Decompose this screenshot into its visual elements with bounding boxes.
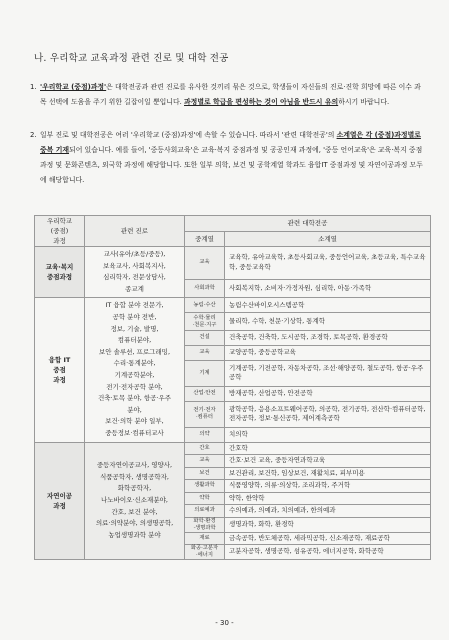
sub-category: 수의예과, 의예과, 치의예과, 한의예과 [225, 505, 431, 518]
note-paragraph-1 [30, 80, 426, 110]
mid-category: 화학·환경 ·생명과학 [185, 517, 225, 532]
table-row [35, 298, 431, 313]
career-routes: 교사(유아/초등/중등), 보육교사, 사회복지사, 심리학자, 전문상담사, 종교계 [85, 247, 185, 298]
mid-category: 전기·전자 ·컴퓨터 [185, 401, 225, 427]
sub-category: 금속공학, 반도체공학, 세라믹공학, 신소재공학, 재료공학 [225, 532, 431, 545]
sub-category: 치의학 [225, 427, 431, 442]
mid-category: 간호 [185, 442, 225, 455]
header-sub: 소계열 [225, 231, 431, 247]
mid-category: 교육 [185, 345, 225, 360]
section-heading: 나. 우리학교 교육과정 관련 진로 및 대학 전공 [34, 53, 229, 64]
sub-category: 농림수산바이오시스템공학 [225, 298, 431, 313]
note-term: '우리학교 (중점)과정' [40, 83, 107, 91]
page-number: - 30 - [215, 619, 234, 627]
mid-category: 기계 [185, 360, 225, 386]
mid-category: 건설 [185, 330, 225, 345]
note-text: 되어 있습니다. 예를 들어, '중등사회교육'은 교육·복지 중점과정 및 공공인재 과정에, '중등 언어교육'은 교육·복지 중점과정 및 문화콘텐츠, 외국학 과정에 해당합니다. 또한 일부 의학, 보건 및 공학계열 학과도 융합IT 중점과정 및 자연이공과정 모두에 해당합니다. [40, 146, 423, 184]
note-paragraph-2 [30, 128, 426, 188]
mid-category: 화공·고분자 ·에너지 [185, 545, 225, 560]
note-text: 하시기 바랍니다. [338, 98, 390, 106]
mid-category: 사회과학 [185, 279, 225, 298]
career-routes: IT 융합 분야 전문가, 공학 분야 전반, 정보, 기술, 발명, 컴퓨터분야, 보안 솔루션, 프로그래밍, 수리·통계분야, 기계공학분야, 전기·전자공학 분야, 건축·토목 분야, 항공·우주 분야, 보건·의학 분야 일부, 중등정보·컴퓨터교사 [85, 298, 185, 442]
table-row [35, 442, 431, 455]
mid-category: 교육 [185, 455, 225, 468]
mid-category: 의약 [185, 427, 225, 442]
header-route: 관련 진로 [85, 216, 185, 247]
sub-category: 광학공학, 응용소프트웨어공학, 의공학, 전기공학, 전산학·컴퓨터공학, 전자공학, 정보·통신공학, 제어계측공학 [225, 401, 431, 427]
sub-category: 물리학, 수학, 천문·기상학, 통계학 [225, 313, 431, 331]
sub-category: 사회복지학, 소비자·가정자원, 심리학, 아동·가족학 [225, 279, 431, 298]
header-major: 관련 대학전공 [185, 216, 431, 232]
sub-category: 간호·보건 교육, 중등자연과학교육 [225, 455, 431, 468]
sub-category: 건축공학, 건축학, 도시공학, 조경학, 토목공학, 환경공학 [225, 330, 431, 345]
header-mid: 중계열 [185, 231, 225, 247]
note-text: 일부 진로 및 대학전공은 여러 '우리학교 (중점)과정'에 속할 수 있습니다. 따라서 '관련 대학전공'의 [40, 131, 337, 139]
sub-category: 보건관리, 보건학, 임상보건, 재활치료, 피부미용 [225, 467, 431, 480]
mid-category: 농림·수산 [185, 298, 225, 313]
mid-category: 의료예과 [185, 505, 225, 518]
mid-category: 보건 [185, 467, 225, 480]
mid-category: 약학 [185, 492, 225, 505]
note-emphasis: 과정별로 학급을 편성하는 것이 아님을 반드시 유의 [184, 98, 339, 106]
sub-category: 고분자공학, 생명공학, 섬유공학, 에너지공학, 화학공학 [225, 545, 431, 560]
note-emphasis: 소계열은 각 (중점)과정별로 중복 기재 [40, 131, 421, 154]
sub-category: 기계공학, 기전공학, 자동차공학, 조선·해양공학, 철도공학, 항공·우주공학 [225, 360, 431, 386]
mid-category: 교육 [185, 247, 225, 280]
mid-category: 산업·안전 [185, 386, 225, 401]
note-number: 2. [30, 131, 37, 139]
course-name: 교육·복지 중점과정 [35, 247, 85, 298]
course-major-table [34, 215, 431, 560]
mid-category: 생활과학 [185, 480, 225, 493]
sub-category: 간호학 [225, 442, 431, 455]
mid-category: 재료 [185, 532, 225, 545]
course-name: 자연이공 과정 [35, 442, 85, 560]
header-course: 우리학교 (중점) 과정 [35, 216, 85, 247]
sub-category: 생명과학, 화학, 환경학 [225, 517, 431, 532]
note-text: 은 대학전공과 관련 진로를 유사한 것끼리 묶은 것으로, 학생들이 자신들의 진로·진학 희망에 따른 이수 과목 선택에 도움을 주기 위한 길잡이일 뿐입니다. [40, 83, 421, 106]
sub-category: 방재공학, 산업공학, 안전공학 [225, 386, 431, 401]
sub-category: 교양공학, 중등공학교육 [225, 345, 431, 360]
career-routes: 중등자연이공교사, 영양사, 식품공학자, 생명공학자, 화학공학자, 나노바이오·신소재분야, 간호, 보건 분야, 의료·의약분야, 의생명공학, 농업생명과학 분야 [85, 442, 185, 560]
table-row [35, 247, 431, 280]
sub-category: 약학, 한약학 [225, 492, 431, 505]
mid-category: 수학·물리 ·천문·지구 [185, 313, 225, 331]
sub-category: 식품영양학, 의류·의상학, 조리과학, 주거학 [225, 480, 431, 493]
sub-category: 교육학, 유아교육학, 초등사회교육, 중등언어교육, 초등교육, 특수교육학, 중등교육학 [225, 247, 431, 280]
note-number: 1. [30, 83, 37, 91]
course-name: 융합 IT 중점 과정 [35, 298, 85, 442]
